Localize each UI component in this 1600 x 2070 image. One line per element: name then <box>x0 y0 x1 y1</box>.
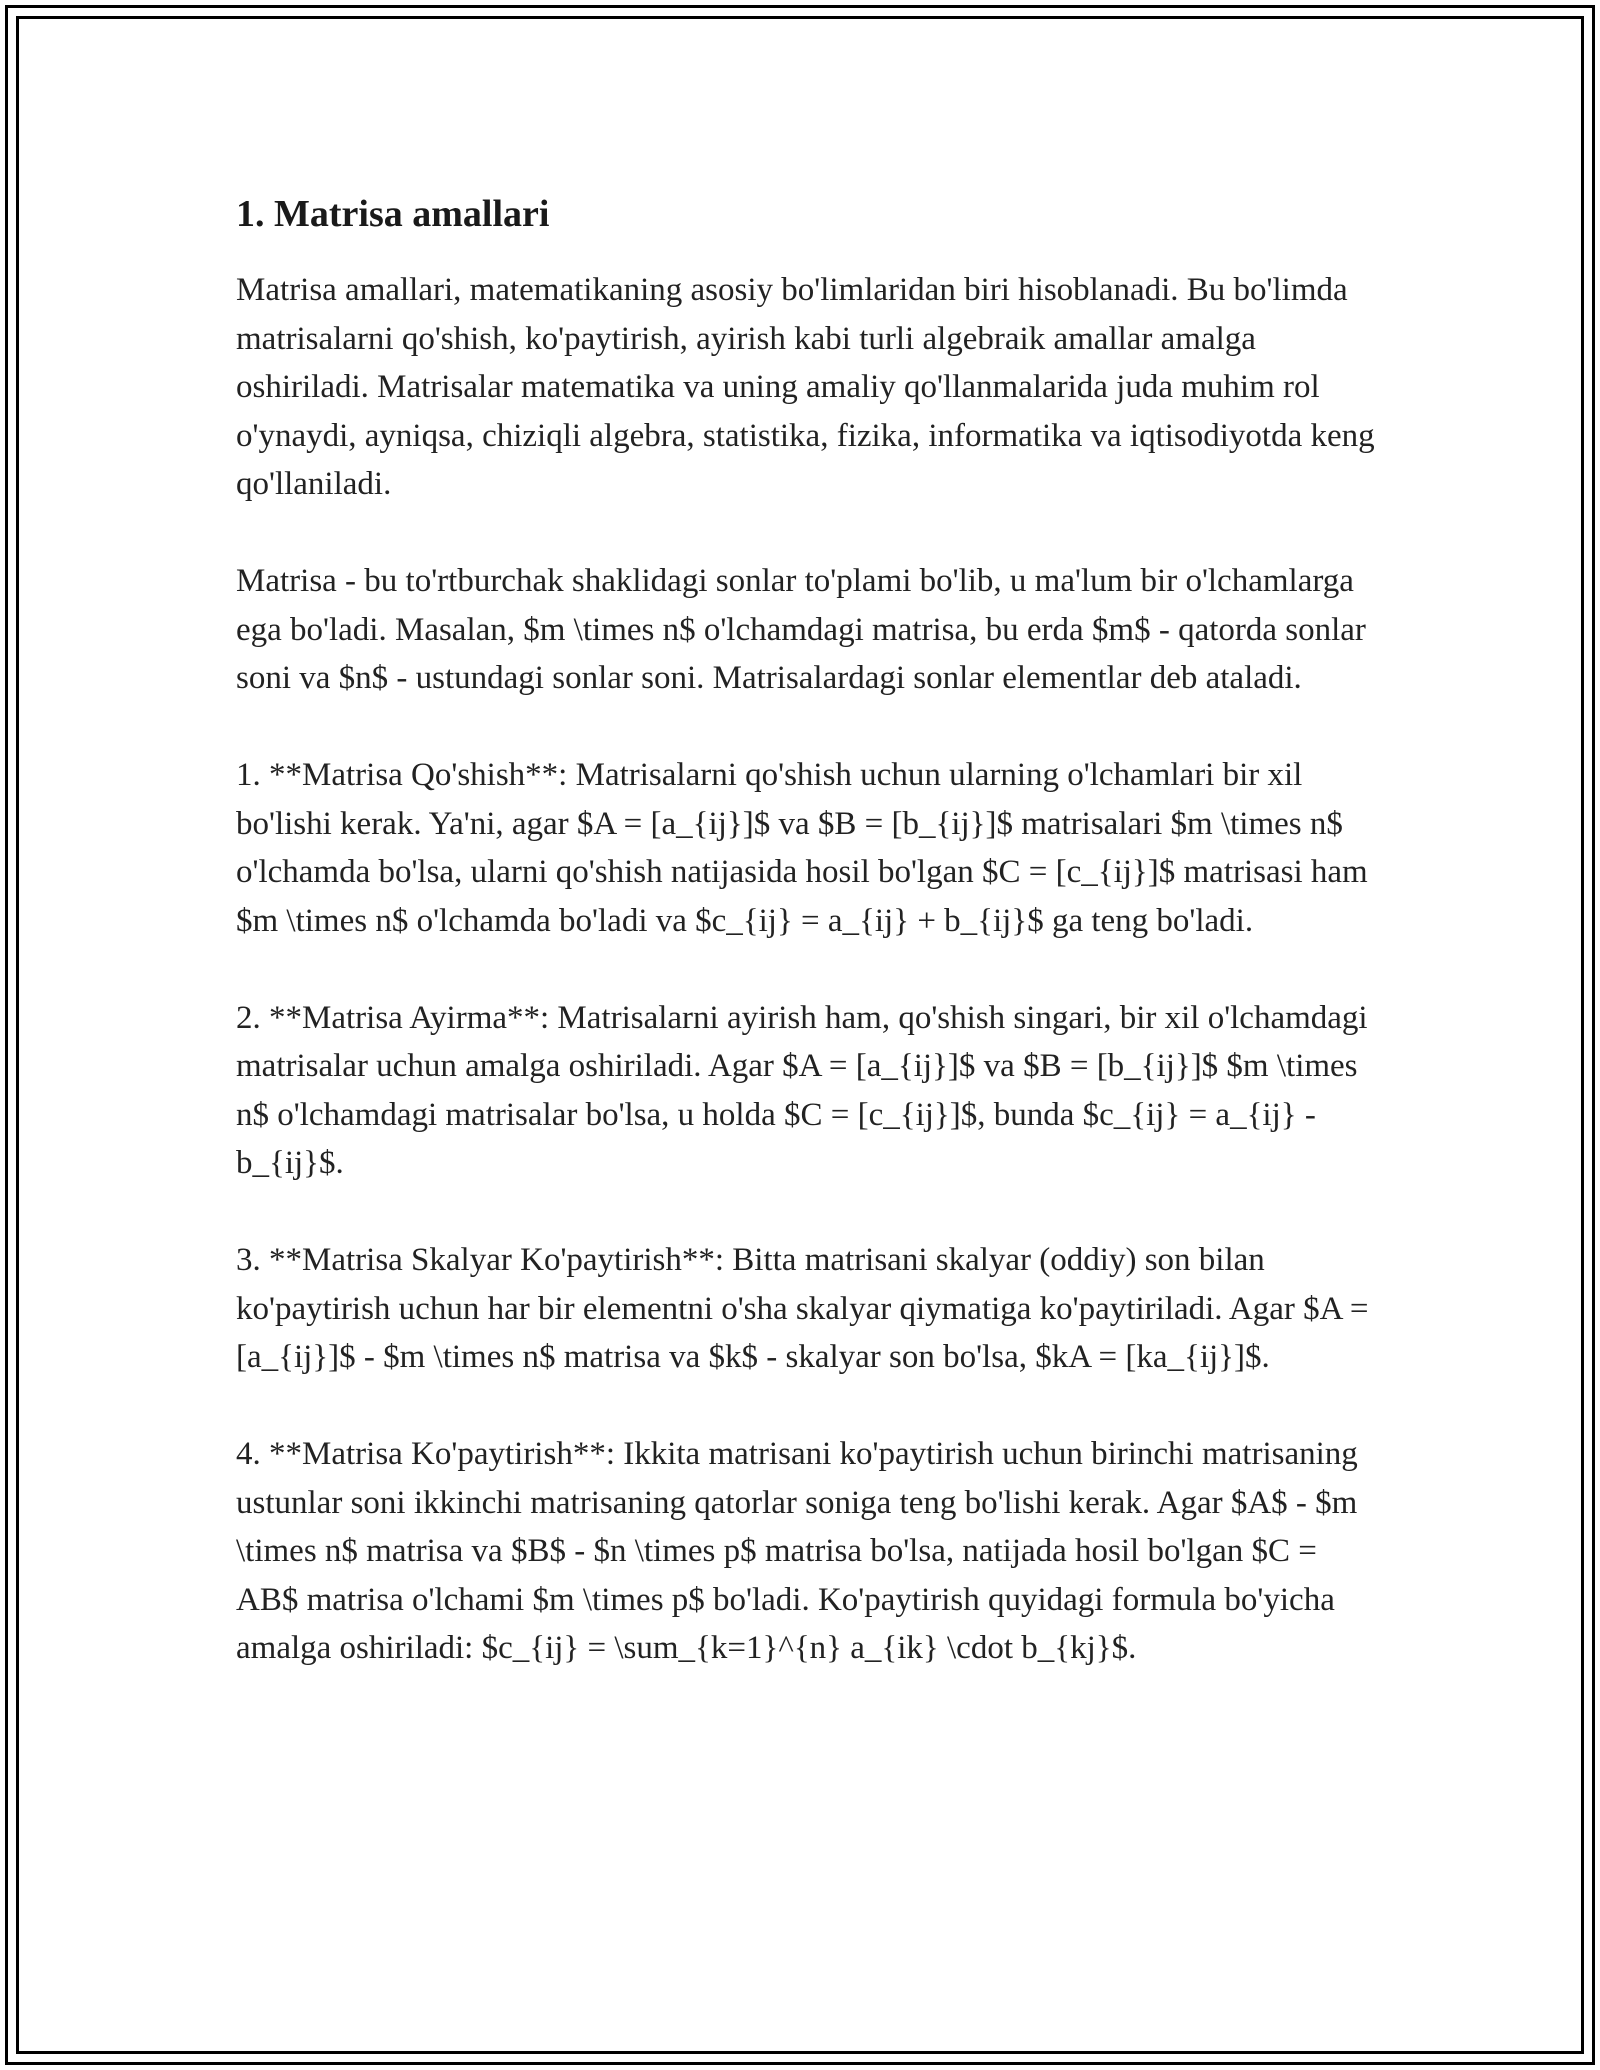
paragraph-intro: Matrisa amallari, matematikaning asosiy bo'limlaridan biri hisoblanadi. Bu bo'limda matrisalarni qo'shish, ko'paytirish, ayirish kabi turli algebraik amallar amalga oshiriladi. Matrisalar matematika va uning amaliy qo'llanmalarida juda muhim rol o'ynaydi, ayniqsa, chiziqli algebra, statistika, fizika, informatika va iqtisodiyotda keng qo'llaniladi. <box>236 272 1375 502</box>
paragraph-scalar-multiplication: 3. **Matrisa Skalyar Ko'paytirish**: Bitta matrisani skalyar (oddiy) son bilan ko'paytirish uchun har bir elementni o'sha skalyar qiymatiga ko'paytiriladi. Agar $A = [a_{ij}]$ - $m \times n$ matrisa va $k$ - skalyar son bo'lsa, $kA = [ka_{ij}]$. <box>236 1242 1369 1375</box>
section-heading: 1. Matrisa amallari <box>236 193 550 235</box>
paragraph-definition: Matrisa - bu to'rtburchak shaklidagi sonlar to'plami bo'lib, u ma'lum bir o'lchamlarga ega bo'ladi. Masalan, $m \times n$ o'lchamdagi matrisa, bu erda $m$ - qatorda sonlar soni va $n$ - ustundagi sonlar soni. Matrisalardagi sonlar elementlar deb ataladi. <box>236 563 1366 696</box>
paragraph-matrix-multiplication: 4. **Matrisa Ko'paytirish**: Ikkita matrisani ko'paytirish uchun birinchi matrisaning ustunlar soni ikkinchi matrisaning qatorlar soniga teng bo'lishi kerak. Agar $A$ - $m \times n$ matrisa va $B$ - $n \times p$ matrisa bo'lsa, natijada hosil bo'lgan $C = AB$ matrisa o'lchami $m \times p$ bo'ladi. Ko'paytirish quyidagi formula bo'yicha amalga oshiriladi: $c_{ij} = \sum_{k=1}^{n} a_{ik} \cdot b_{kj}$. <box>236 1436 1358 1666</box>
paragraph-addition: 1. **Matrisa Qo'shish**: Matrisalarni qo'shish uchun ularning o'lchamlari bir xil bo'lishi kerak. Ya'ni, agar $A = [a_{ij}]$ va $B = [b_{ij}]$ matrisalari $m \times n$ o'lchamda bo'lsa, ularni qo'shish natijasida hosil bo'lgan $C = [c_{ij}]$ matrisasi ham $m \times n$ o'lchamda bo'ladi va $c_{ij} = a_{ij} + b_{ij}$ ga teng bo'ladi. <box>236 757 1368 939</box>
document-body <box>236 188 1376 1721</box>
paragraph-subtraction: 2. **Matrisa Ayirma**: Matrisalarni ayirish ham, qo'shish singari, bir xil o'lchamdagi matrisalar uchun amalga oshiriladi. Agar $A = [a_{ij}]$ va $B = [b_{ij}]$ $m \times n$ o'lchamdagi matrisalar bo'lsa, u holda $C = [c_{ij}]$, bunda $c_{ij} = a_{ij} - b_{ij}$. <box>236 999 1368 1181</box>
